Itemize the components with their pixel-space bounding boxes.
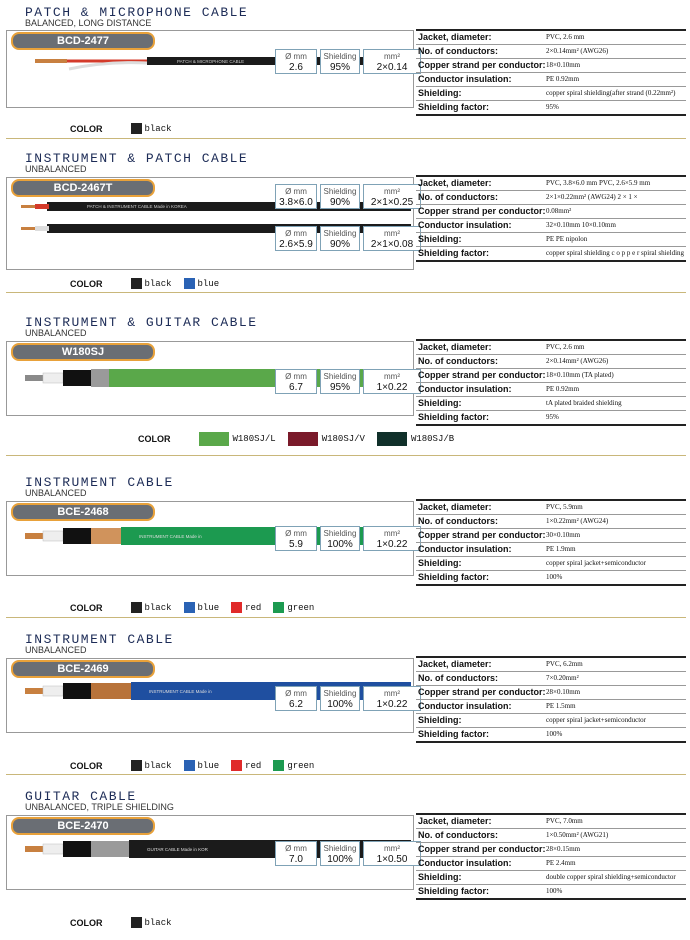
color-name: blue (197, 278, 220, 289)
spec-value: 3.8×6.0 (279, 197, 313, 208)
color-label: COLOR (70, 278, 103, 289)
spec-table-row (416, 557, 686, 571)
spec-table (416, 29, 686, 116)
spec-table-value: 30×0.10mm (546, 531, 581, 539)
spec-box (275, 686, 317, 711)
spec-table-row (416, 829, 686, 843)
spec-table-row (416, 219, 686, 233)
section-subtitle: UNBALANCED, TRIPLE SHIELDING (25, 802, 174, 812)
color-swatch (131, 602, 142, 613)
color-swatch (131, 123, 142, 134)
color-name: W180SJ/L (232, 434, 276, 444)
spec-table-row (416, 355, 686, 369)
model-badge: BCE-2470 (11, 817, 155, 835)
svg-text:INSTRUMENT CABLE Made in: INSTRUMENT CABLE Made in (139, 534, 202, 539)
spec-label: mm² (384, 372, 400, 381)
spec-box (363, 686, 421, 711)
spec-table-row (416, 815, 686, 829)
svg-text:PATCH & INSTRUMENT CABLE Mad: PATCH & INSTRUMENT CABLE Made in KOREA (87, 204, 187, 209)
spec-value: 2×0.14 (376, 62, 408, 73)
spec-box (320, 686, 360, 711)
color-options (70, 278, 231, 289)
spec-box (275, 184, 317, 209)
spec-value: 90% (329, 239, 350, 250)
spec-table-row (416, 191, 686, 205)
spec-label: mm² (384, 187, 400, 196)
spec-table-value: 100% (546, 573, 563, 581)
spec-label: Ø mm (285, 529, 307, 538)
spec-table-value: 100% (546, 887, 563, 895)
spec-table-row (416, 87, 686, 101)
color-name: black (144, 760, 172, 771)
color-name: blue (197, 602, 220, 613)
section-divider (6, 138, 686, 139)
section-divider (6, 455, 686, 456)
spec-table-key: Conductor insulation: (418, 220, 512, 230)
spec-box (275, 49, 317, 74)
color-name: red (245, 602, 262, 613)
spec-table-row (416, 233, 686, 247)
section-divider (6, 292, 686, 293)
color-swatch (184, 278, 195, 289)
color-swatch (273, 760, 284, 771)
color-name: black (144, 917, 172, 928)
section-subtitle: UNBALANCED (25, 488, 87, 498)
spec-value: 90% (329, 197, 350, 208)
model-badge: BCD-2477 (11, 32, 155, 50)
cable-image-box (6, 658, 414, 733)
model-badge: BCD-2467T (11, 179, 155, 197)
color-swatch (131, 760, 142, 771)
spec-table-value: 95% (546, 103, 559, 111)
spec-box (363, 369, 421, 394)
section-subtitle: BALANCED, LONG DISTANCE (25, 18, 152, 28)
color-name: green (287, 602, 315, 613)
color-label: COLOR (70, 123, 103, 134)
spec-label: Ø mm (285, 229, 307, 238)
spec-table-value: 2×0.14mm² (AWG26) (546, 357, 609, 365)
spec-table-row (416, 59, 686, 73)
spec-table-value: PVC, 5.9mm (546, 503, 583, 511)
spec-box (320, 226, 360, 251)
spec-table-value: PE 1.5mm (546, 702, 576, 710)
spec-value: 2×1×0.25 (370, 197, 414, 208)
model-badge: BCE-2468 (11, 503, 155, 521)
color-name: W180SJ/V (321, 434, 365, 444)
color-options (138, 432, 466, 446)
spec-table-key: No. of conductors: (418, 830, 498, 840)
spec-value: 6.7 (289, 382, 303, 393)
spec-boxes (275, 841, 421, 866)
model-badge: BCE-2469 (11, 660, 155, 678)
color-options (70, 917, 184, 928)
spec-table (416, 499, 686, 586)
cable-image-box (6, 501, 414, 576)
spec-table (416, 339, 686, 426)
spec-box (363, 841, 421, 866)
color-swatch (199, 432, 229, 446)
spec-table-row (416, 177, 686, 191)
spec-box (320, 526, 360, 551)
color-options (70, 760, 326, 771)
spec-table-value: PVC, 3.8×6.0 mm PVC, 2.6×5.9 mm (546, 179, 651, 187)
spec-table-value: 28×0.10mm (546, 688, 581, 696)
spec-table-key: Conductor insulation: (418, 384, 512, 394)
spec-box (320, 841, 360, 866)
color-swatch (184, 760, 195, 771)
spec-table-row (416, 885, 686, 898)
color-label: COLOR (138, 434, 171, 444)
spec-table-value: PE 1.9mm (546, 545, 576, 553)
spec-table-value: 0.08mm² (546, 207, 572, 215)
section-title: INSTRUMENT & GUITAR CABLE (25, 315, 258, 330)
spec-table-value: PVC, 2.6 mm (546, 33, 585, 41)
color-swatch (288, 432, 318, 446)
spec-label: Shielding (323, 689, 357, 698)
spec-label: Ø mm (285, 689, 307, 698)
spec-boxes (275, 184, 421, 209)
spec-table-key: Shielding factor: (418, 248, 490, 258)
cable-image-box (6, 815, 414, 890)
spec-table-row (416, 247, 686, 260)
spec-value: 2.6×5.9 (279, 239, 313, 250)
section-title: GUITAR CABLE (25, 789, 137, 804)
spec-table-row (416, 31, 686, 45)
svg-text:INSTRUMENT CABLE Made in: INSTRUMENT CABLE Made in (149, 689, 212, 694)
spec-table-value: 1×0.22mm² (AWG24) (546, 517, 609, 525)
section-divider (6, 617, 686, 618)
spec-table-row (416, 45, 686, 59)
spec-table-key: Shielding factor: (418, 102, 490, 112)
spec-box (275, 841, 317, 866)
color-name: red (245, 760, 262, 771)
color-name: black (144, 602, 172, 613)
section-title: INSTRUMENT & PATCH CABLE (25, 151, 249, 166)
spec-table-row (416, 205, 686, 219)
spec-table-row (416, 871, 686, 885)
spec-table-key: Conductor insulation: (418, 74, 512, 84)
spec-value: 2×1×0.08 (370, 239, 414, 250)
spec-table-value: 2×1×0.22mm² (AWG24) 2 × 1 × (546, 193, 638, 201)
spec-table-row (416, 341, 686, 355)
spec-table-value: PVC, 6.2mm (546, 660, 583, 668)
spec-value: 1×0.22 (376, 699, 408, 710)
spec-table-key: Jacket, diameter: (418, 342, 492, 352)
spec-table-value: 1×0.50mm² (AWG21) (546, 831, 609, 839)
spec-table-key: Shielding: (418, 872, 462, 882)
spec-table-row (416, 369, 686, 383)
svg-text:GUITAR CABLE Made in KOR: GUITAR CABLE Made in KOR (147, 847, 208, 852)
spec-table-row (416, 672, 686, 686)
spec-boxes (275, 526, 421, 551)
spec-table-key: Shielding: (418, 558, 462, 568)
section-title: INSTRUMENT CABLE (25, 475, 174, 490)
spec-boxes (275, 686, 421, 711)
spec-table-row (416, 383, 686, 397)
spec-box (275, 226, 317, 251)
spec-label: Shielding (323, 844, 357, 853)
spec-table-key: Copper strand per conductor: (418, 370, 546, 380)
spec-table-value: PE 2.4mm (546, 859, 576, 867)
spec-table-key: Shielding factor: (418, 729, 490, 739)
spec-value: 7.0 (289, 854, 303, 865)
spec-table-key: No. of conductors: (418, 46, 498, 56)
color-swatch (377, 432, 407, 446)
spec-table-value: 28×0.15mm (546, 845, 581, 853)
spec-table-value: 18×0.10mm (546, 61, 581, 69)
spec-value: 6.2 (289, 699, 303, 710)
spec-label: Shielding (323, 529, 357, 538)
spec-label: mm² (384, 52, 400, 61)
spec-table-value: 2×0.14mm² (AWG26) (546, 47, 609, 55)
spec-label: Ø mm (285, 372, 307, 381)
spec-table-key: Shielding: (418, 234, 462, 244)
spec-value: 95% (329, 62, 350, 73)
color-name: green (287, 760, 315, 771)
spec-table-row (416, 714, 686, 728)
spec-table-row (416, 571, 686, 584)
spec-table-value: 95% (546, 413, 559, 421)
spec-box (275, 369, 317, 394)
spec-table-key: Jacket, diameter: (418, 659, 492, 669)
spec-table-value: PE PE nipolon (546, 235, 588, 243)
spec-label: mm² (384, 229, 400, 238)
spec-table-value: copper spiral jacket+semiconductor (546, 716, 646, 724)
spec-table-key: Jacket, diameter: (418, 32, 492, 42)
spec-table-row (416, 543, 686, 557)
spec-table-key: Jacket, diameter: (418, 178, 492, 188)
spec-table-key: Jacket, diameter: (418, 816, 492, 826)
spec-table-key: No. of conductors: (418, 673, 498, 683)
spec-table-value: 7×0.20mm² (546, 674, 579, 682)
spec-table-row (416, 857, 686, 871)
spec-label: mm² (384, 689, 400, 698)
spec-value: 100% (327, 699, 353, 710)
spec-table-value: copper spiral jacket+semiconductor (546, 559, 646, 567)
spec-table-key: Jacket, diameter: (418, 502, 492, 512)
spec-box (320, 369, 360, 394)
spec-table-row (416, 73, 686, 87)
spec-table-key: Shielding factor: (418, 412, 490, 422)
color-swatch (131, 917, 142, 928)
spec-table-value: 100% (546, 730, 563, 738)
section-subtitle: UNBALANCED (25, 164, 87, 174)
spec-table-key: No. of conductors: (418, 516, 498, 526)
spec-table-key: Copper strand per conductor: (418, 530, 546, 540)
spec-table-key: Copper strand per conductor: (418, 60, 546, 70)
spec-table-key: Conductor insulation: (418, 544, 512, 554)
spec-table-key: Copper strand per conductor: (418, 844, 546, 854)
section-subtitle: UNBALANCED (25, 328, 87, 338)
spec-label: Shielding (323, 372, 357, 381)
spec-table-value: PE 0.92mm (546, 385, 580, 393)
spec-label: Shielding (323, 52, 357, 61)
spec-table-key: No. of conductors: (418, 192, 498, 202)
spec-table-key: Conductor insulation: (418, 858, 512, 868)
color-label: COLOR (70, 760, 103, 771)
spec-table-value: PE 0.92mm (546, 75, 580, 83)
spec-table-row (416, 686, 686, 700)
spec-value: 5.9 (289, 539, 303, 550)
spec-table (416, 813, 686, 900)
spec-table-key: Conductor insulation: (418, 701, 512, 711)
section-divider (6, 774, 686, 775)
spec-value: 1×0.22 (376, 539, 408, 550)
cable-image-box (6, 341, 414, 416)
spec-value: 100% (327, 539, 353, 550)
color-swatch (273, 602, 284, 613)
section-title: PATCH & MICROPHONE CABLE (25, 5, 249, 20)
color-swatch (231, 760, 242, 771)
spec-label: Shielding (323, 229, 357, 238)
spec-label: mm² (384, 529, 400, 538)
spec-table-row (416, 529, 686, 543)
spec-label: Ø mm (285, 187, 307, 196)
spec-box (363, 49, 421, 74)
spec-table-row (416, 658, 686, 672)
section-title: INSTRUMENT CABLE (25, 632, 174, 647)
spec-table-key: Shielding factor: (418, 886, 490, 896)
color-swatch (131, 278, 142, 289)
spec-table-row (416, 728, 686, 741)
spec-value: 2.6 (289, 62, 303, 73)
color-name: black (144, 278, 172, 289)
spec-box (320, 184, 360, 209)
spec-label: Ø mm (285, 844, 307, 853)
spec-box (363, 184, 421, 209)
spec-box (363, 226, 421, 251)
spec-value: 95% (329, 382, 350, 393)
cable-image-box (6, 177, 414, 270)
spec-table-row (416, 515, 686, 529)
spec-value: 1×0.22 (376, 382, 408, 393)
spec-label: Ø mm (285, 52, 307, 61)
color-options (70, 123, 184, 134)
spec-table-row (416, 843, 686, 857)
spec-box (320, 49, 360, 74)
spec-table-value: copper spiral shielding(after strand (0.22mm²) (546, 89, 676, 97)
spec-table-row (416, 700, 686, 714)
spec-table-key: Copper strand per conductor: (418, 687, 546, 697)
spec-table-key: No. of conductors: (418, 356, 498, 366)
spec-box (275, 526, 317, 551)
color-name: black (144, 123, 172, 134)
color-swatch (231, 602, 242, 613)
spec-table-value: 18×0.10mm (TA plated) (546, 371, 614, 379)
spec-table-row (416, 101, 686, 114)
spec-box (363, 526, 421, 551)
spec-label: Shielding (323, 187, 357, 196)
color-name: blue (197, 760, 220, 771)
spec-label: mm² (384, 844, 400, 853)
spec-table (416, 175, 686, 262)
spec-value: 100% (327, 854, 353, 865)
spec-table-row (416, 397, 686, 411)
svg-text:PATCH & MICROPHONE CABLE: PATCH & MICROPHONE CABLE (177, 59, 245, 64)
spec-table-value: PVC, 2.6 mm (546, 343, 585, 351)
spec-table-value: tA plated braided shielding (546, 399, 622, 407)
spec-table-key: Shielding: (418, 715, 462, 725)
spec-boxes (275, 369, 421, 394)
color-label: COLOR (70, 602, 103, 613)
color-name: W180SJ/B (410, 434, 455, 444)
spec-table-key: Shielding: (418, 398, 462, 408)
spec-table-value: double copper spiral shielding+semiconductor (546, 873, 676, 881)
spec-table-row (416, 501, 686, 515)
spec-table-row (416, 411, 686, 424)
spec-boxes (275, 226, 421, 251)
spec-value: 1×0.50 (376, 854, 408, 865)
spec-table-value: 32×0.10mm 10×0.10mm (546, 221, 616, 229)
color-label: COLOR (70, 917, 103, 928)
model-badge: W180SJ (11, 343, 155, 361)
spec-boxes (275, 49, 421, 74)
cable-image-box (6, 30, 414, 108)
color-swatch (184, 602, 195, 613)
spec-table-value: copper spiral shielding c o p p e r spiral shielding (546, 249, 685, 257)
color-options (70, 602, 326, 613)
spec-table-key: Shielding: (418, 88, 462, 98)
spec-table (416, 656, 686, 743)
spec-table-value: PVC, 7.0mm (546, 817, 583, 825)
spec-table-key: Shielding factor: (418, 572, 490, 582)
spec-table-key: Copper strand per conductor: (418, 206, 546, 216)
section-subtitle: UNBALANCED (25, 645, 87, 655)
